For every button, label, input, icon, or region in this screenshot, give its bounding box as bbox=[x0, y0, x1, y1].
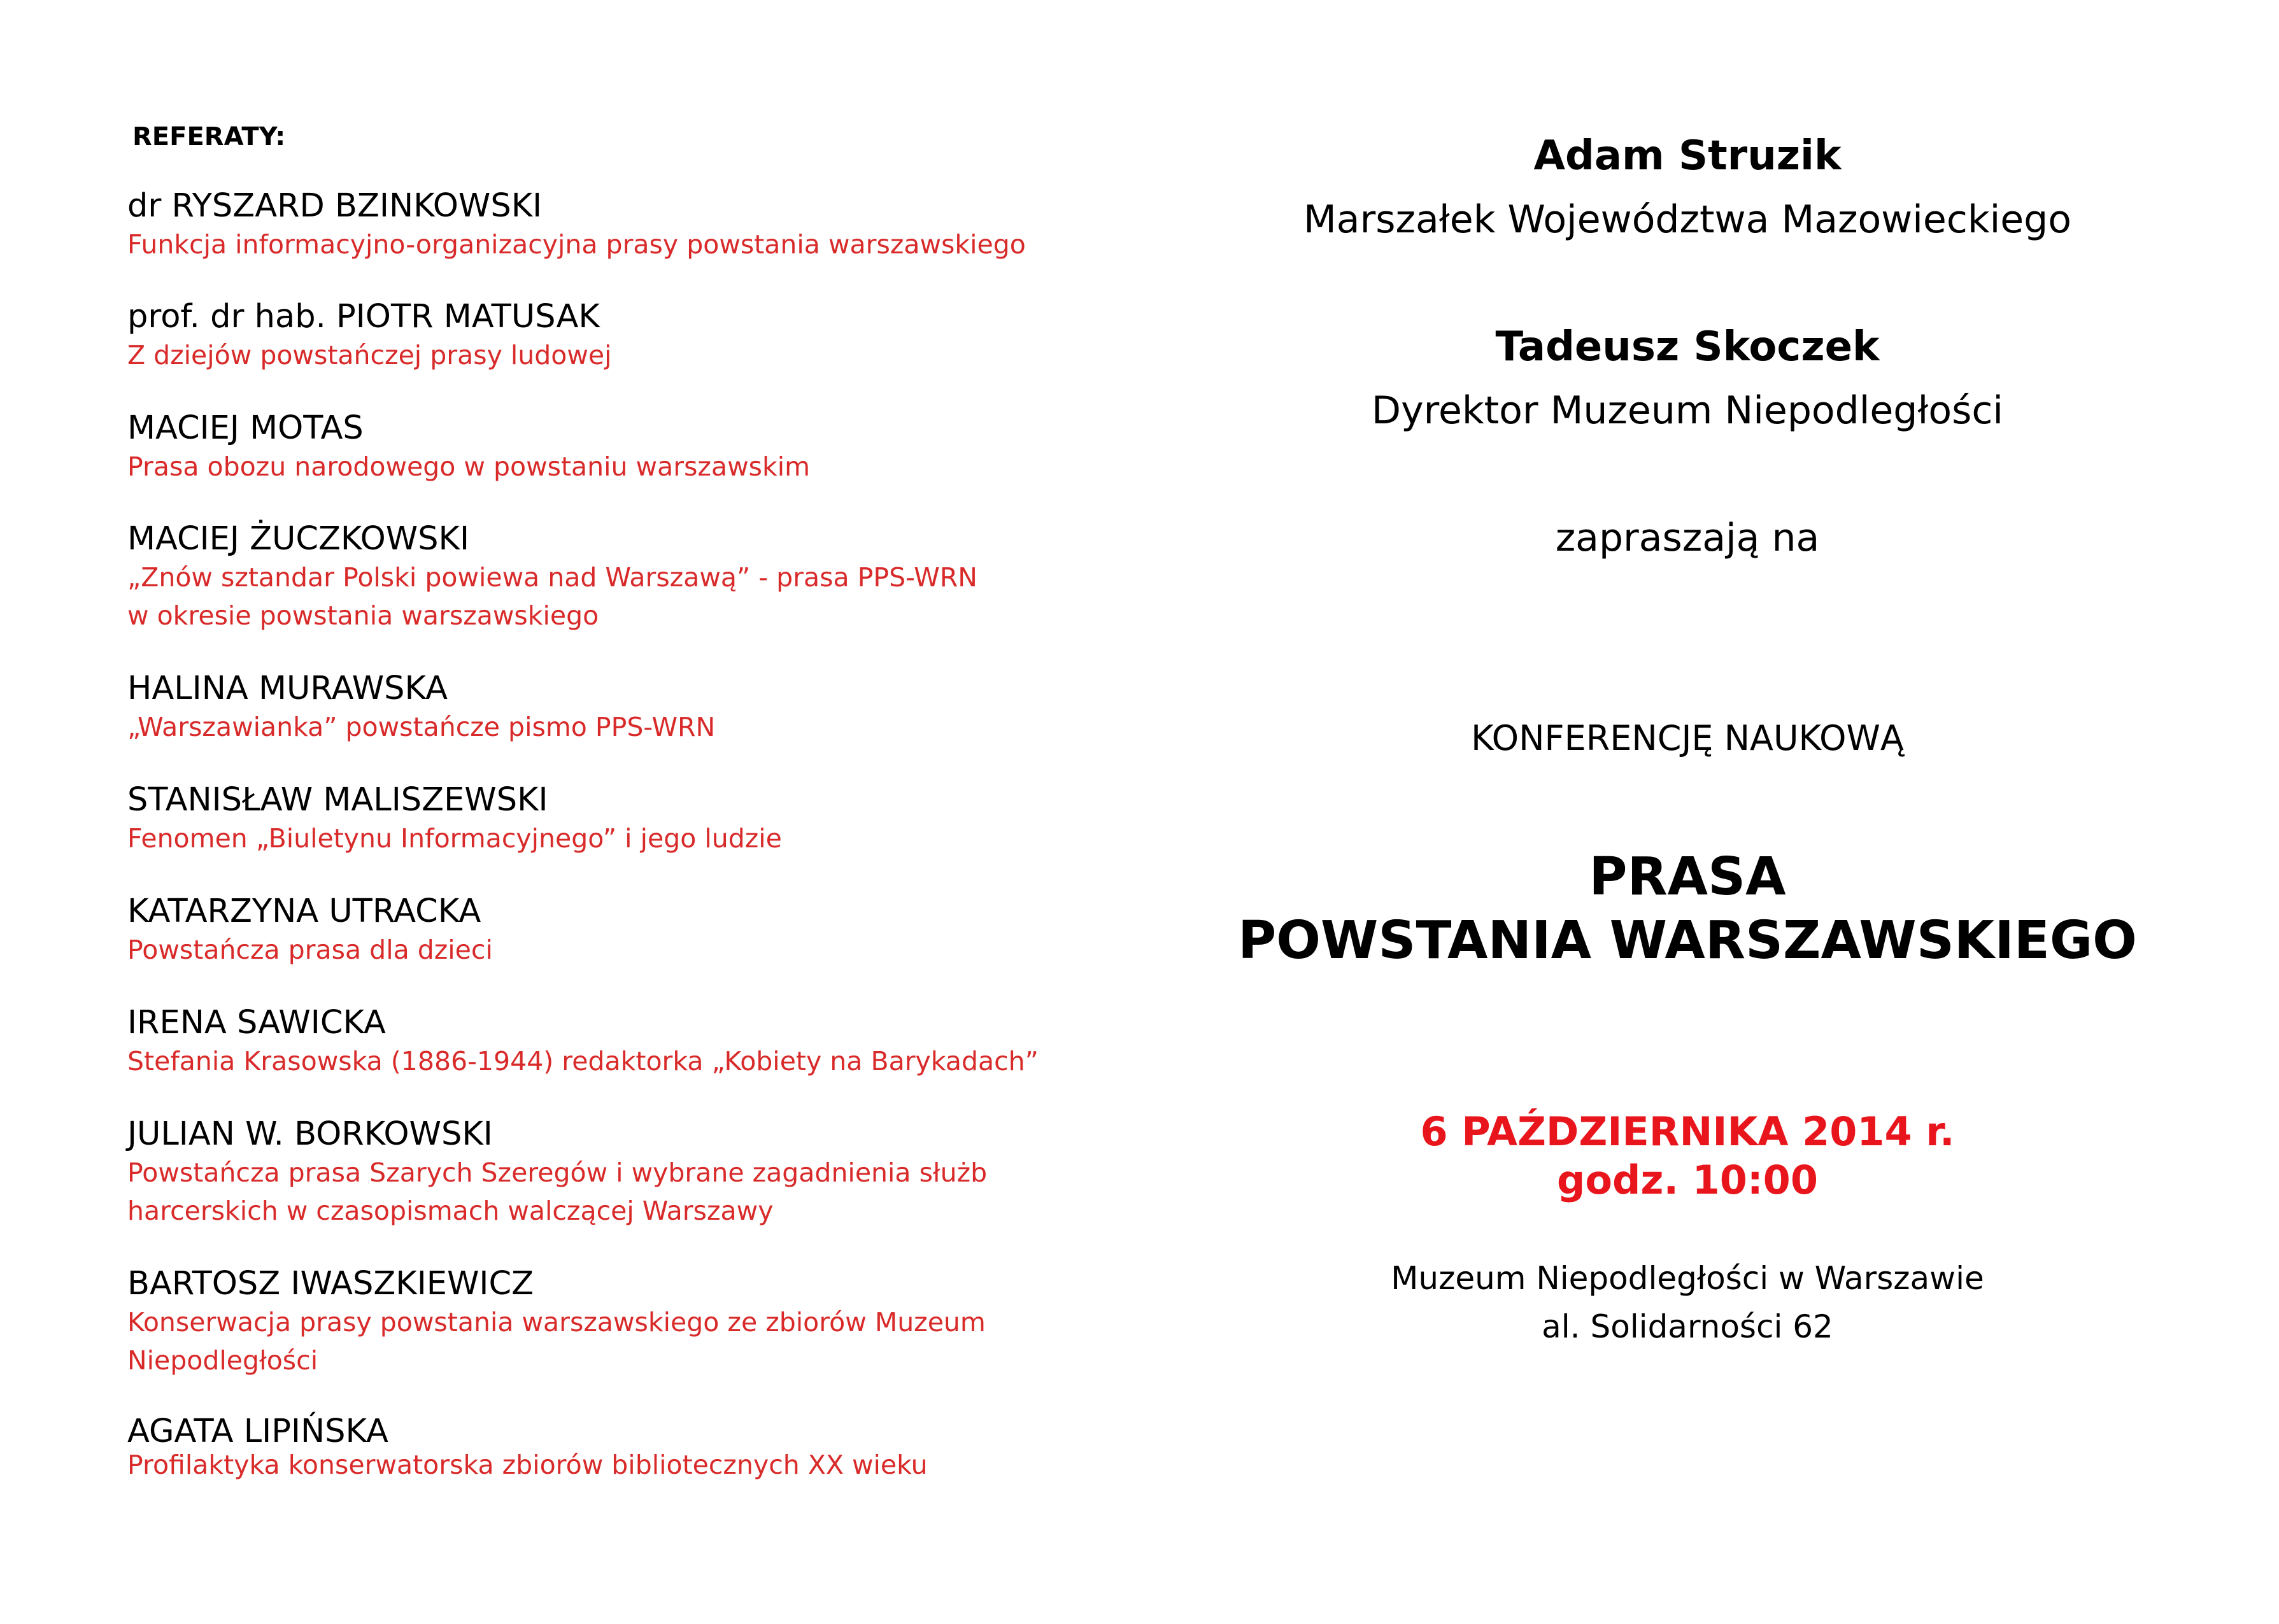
talk-topic: Prasa obozu narodowego w powstaniu warszawskim bbox=[127, 451, 811, 482]
venue-name: Muzeum Niepodległości w Warszawie bbox=[1391, 1260, 1984, 1297]
talk-topic: Niepodległości bbox=[127, 1345, 318, 1376]
speaker-name: MACIEJ ŻUCZKOWSKI bbox=[127, 520, 470, 558]
talk-item bbox=[127, 1415, 1083, 1481]
talk-item bbox=[127, 520, 1083, 635]
talk-topic: Z dziejów powstańczej prasy ludowej bbox=[127, 340, 612, 371]
speaker-name: dr RYSZARD BZINKOWSKI bbox=[127, 187, 543, 225]
talk-topic: „Warszawianka” powstańcze pismo PPS-WRN bbox=[127, 712, 716, 742]
host-name: Tadeusz Skoczek bbox=[1495, 323, 1880, 371]
talk-item bbox=[127, 187, 1083, 264]
talk-topic: Powstańcza prasa dla dzieci bbox=[127, 935, 493, 965]
speaker-name: JULIAN W. BORKOWSKI bbox=[127, 1115, 493, 1153]
host-role: Dyrektor Muzeum Niepodległości bbox=[1371, 388, 2004, 433]
speaker-name: BARTOSZ IWASZKIEWICZ bbox=[127, 1265, 534, 1303]
talk-item bbox=[127, 298, 1083, 374]
talk-topic: Funkcja informacyjno-organizacyjna prasy powstania warszawskiego bbox=[127, 229, 1026, 260]
event-date: 6 PAŹDZIERNIKA 2014 r. bbox=[1420, 1108, 1955, 1155]
host-name: Adam Struzik bbox=[1533, 132, 1842, 180]
talk-item bbox=[127, 781, 1083, 858]
conference-title: PRASA bbox=[1589, 847, 1786, 907]
talk-item bbox=[127, 1115, 1083, 1230]
invite-text: zapraszają na bbox=[1555, 516, 1820, 560]
conference-title: POWSTANIA WARSZAWSKIEGO bbox=[1238, 910, 2137, 971]
talk-topic: Powstańcza prasa Szarych Szeregów i wybrane zagadnienia służb bbox=[127, 1157, 988, 1188]
event-time: godz. 10:00 bbox=[1557, 1157, 1818, 1203]
speaker-name: AGATA LIPIŃSKA bbox=[127, 1413, 388, 1450]
program-page bbox=[127, 0, 1083, 1624]
invitation-page bbox=[1178, 0, 2197, 1624]
event-type: KONFERENCJĘ NAUKOWĄ bbox=[1471, 718, 1904, 758]
venue-address: al. Solidarności 62 bbox=[1542, 1308, 1833, 1345]
speaker-name: HALINA MURAWSKA bbox=[127, 670, 448, 707]
speaker-name: prof. dr hab. PIOTR MATUSAK bbox=[127, 298, 600, 335]
talk-item bbox=[127, 1004, 1083, 1080]
speaker-name: MACIEJ MOTAS bbox=[127, 409, 364, 447]
talk-item bbox=[127, 1265, 1083, 1380]
talk-topic: w okresie powstania warszawskiego bbox=[127, 600, 599, 631]
talk-topic: harcerskich w czasopismach walczącej Warszawy bbox=[127, 1196, 774, 1226]
speaker-name: IRENA SAWICKA bbox=[127, 1004, 386, 1041]
program-heading: REFERATY: bbox=[132, 122, 286, 152]
talk-topic: Profilaktyka konserwatorska zbiorów bibliotecznych XX wieku bbox=[127, 1450, 928, 1480]
talk-topic: Konserwacja prasy powstania warszawskiego ze zbiorów Muzeum bbox=[127, 1307, 986, 1338]
talk-topic: Fenomen „Biuletynu Informacyjnego” i jego ludzie bbox=[127, 823, 782, 854]
talk-item bbox=[127, 670, 1083, 746]
talk-item bbox=[127, 409, 1083, 486]
speaker-name: KATARZYNA UTRACKA bbox=[127, 893, 481, 930]
talk-item bbox=[127, 893, 1083, 969]
host-role: Marszałek Województwa Mazowieckiego bbox=[1303, 197, 2071, 242]
speaker-name: STANISŁAW MALISZEWSKI bbox=[127, 781, 548, 819]
talk-topic: „Znów sztandar Polski powiewa nad Warszawą” - prasa PPS-WRN bbox=[127, 562, 977, 593]
talk-topic: Stefania Krasowska (1886-1944) redaktorka „Kobiety na Barykadach” bbox=[127, 1046, 1039, 1077]
